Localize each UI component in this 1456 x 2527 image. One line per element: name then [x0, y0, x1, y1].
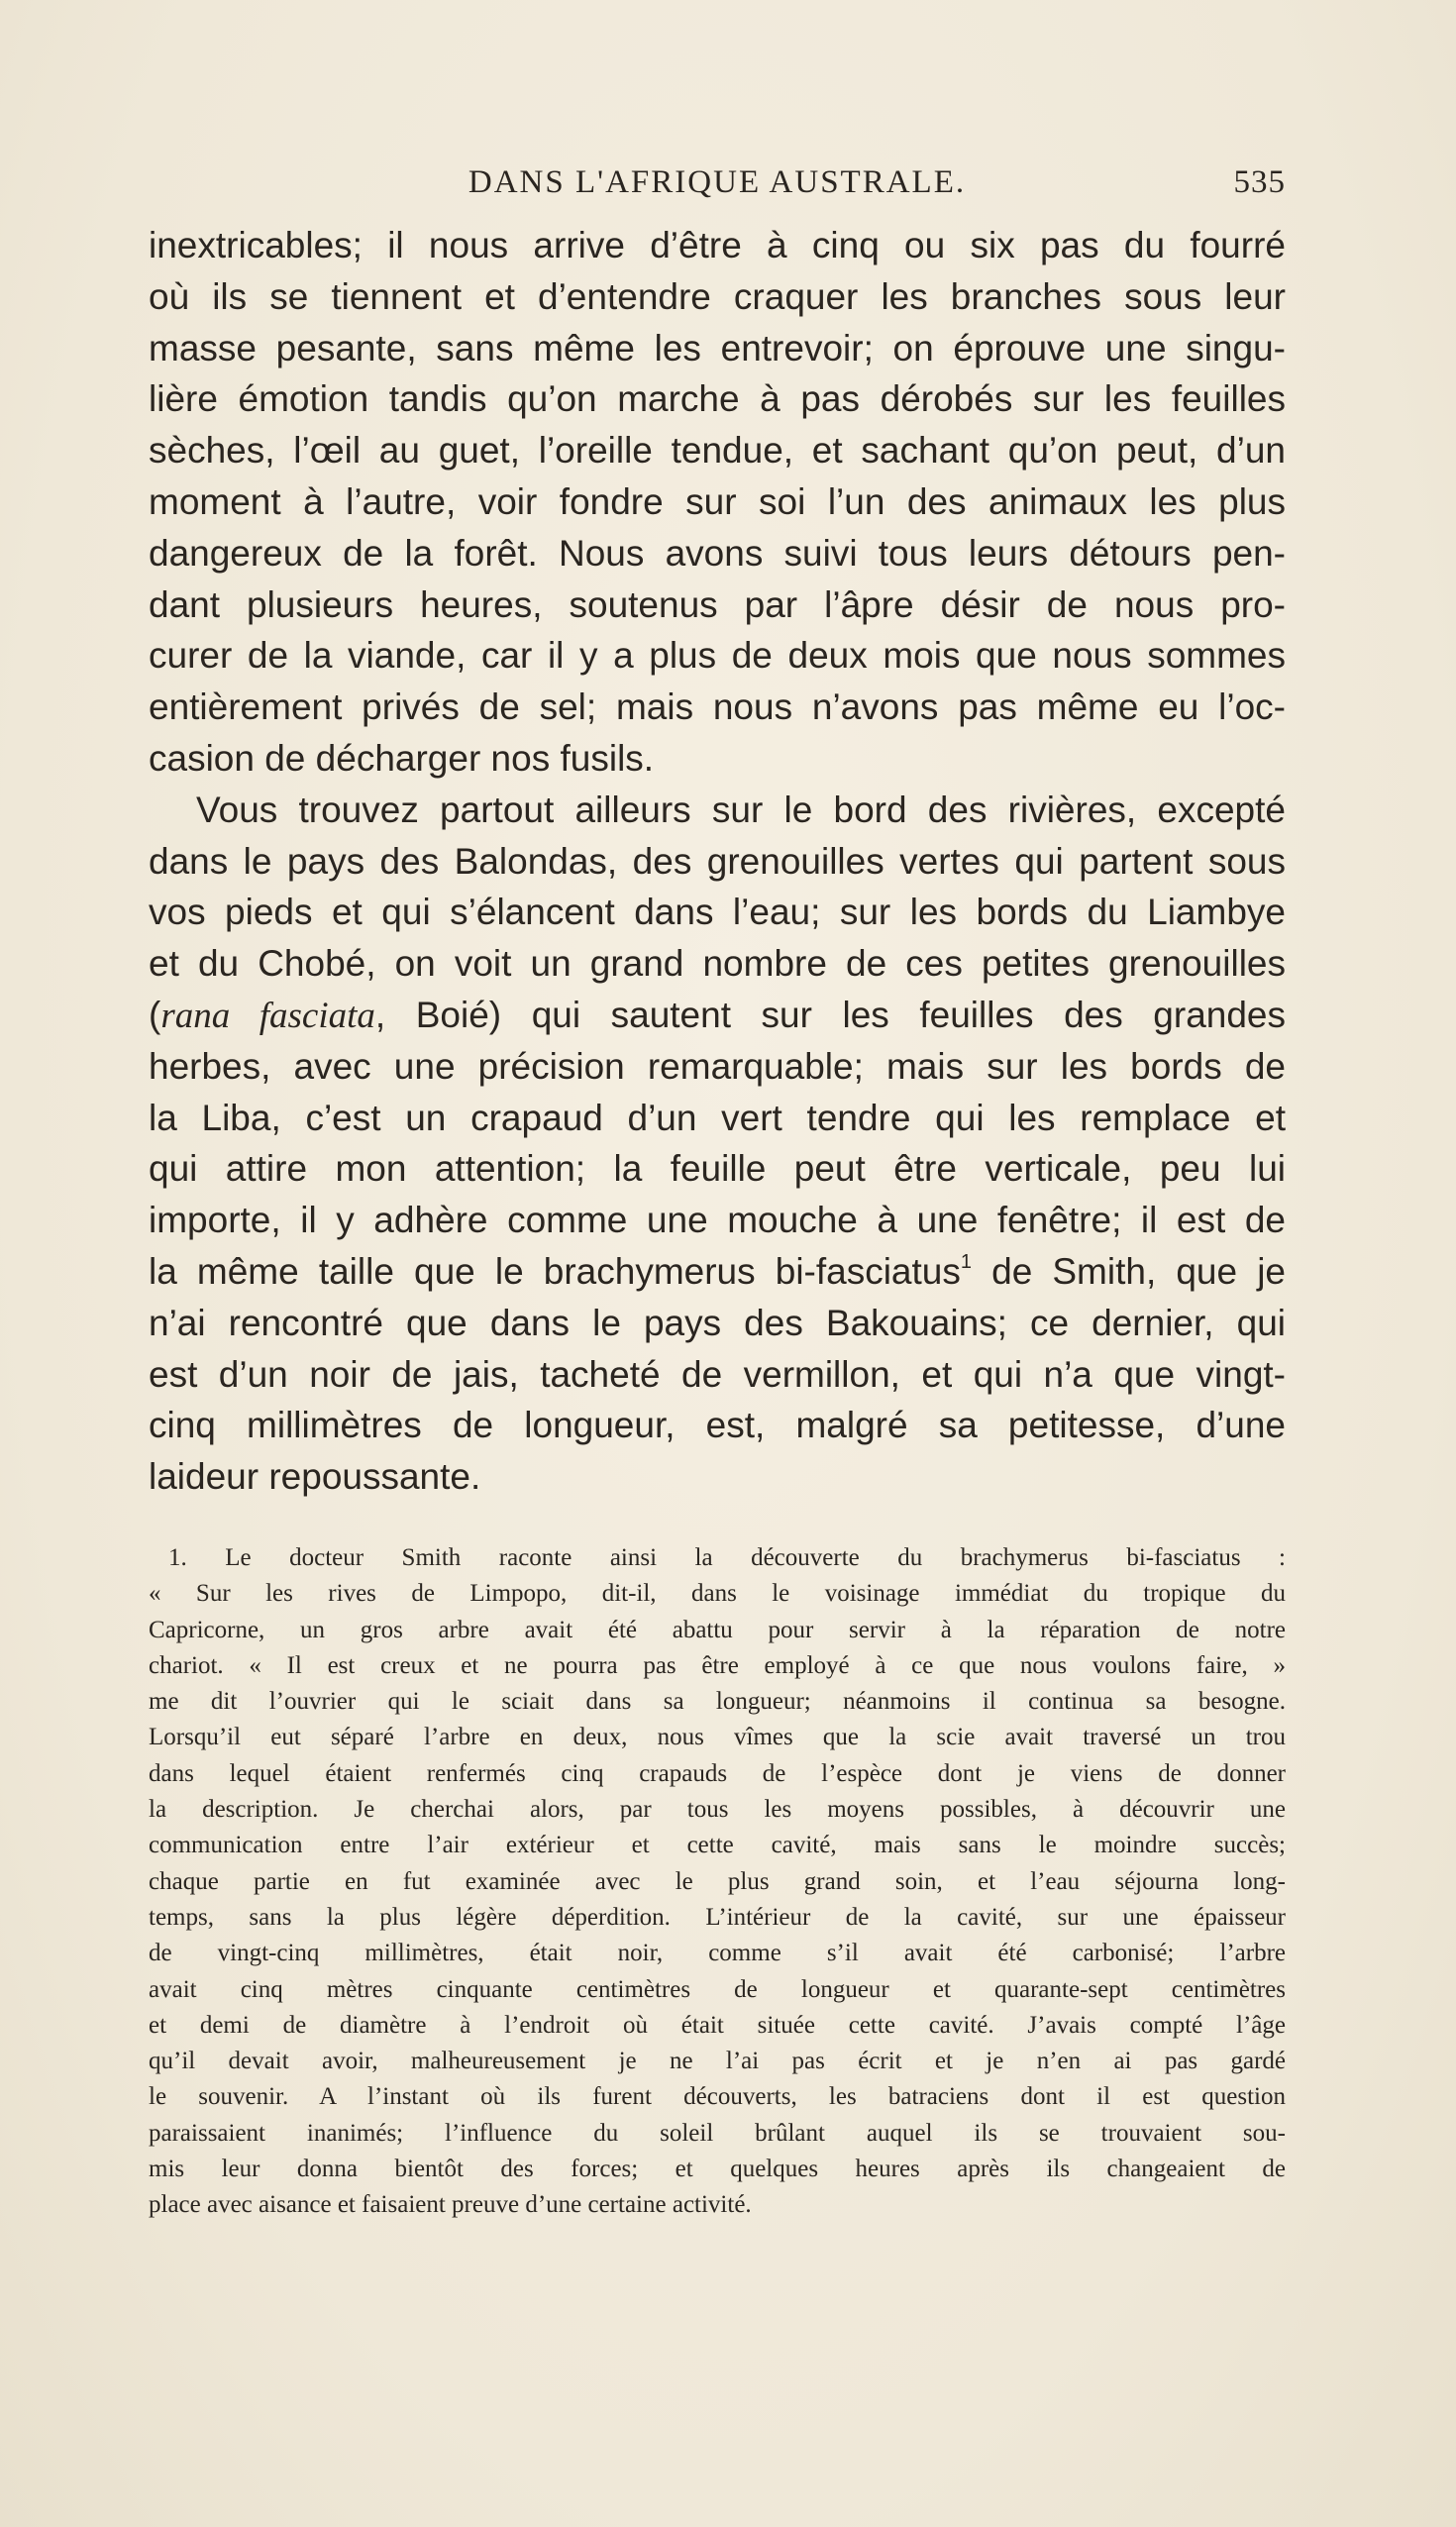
footnote-line: chaque partie en fut examinée avec le plus grand soin, et l’eau séjourna long-: [149, 1867, 1286, 1895]
text-line: est d’un noir de jais, tacheté de vermillon, et qui n’a que vingt-: [149, 1353, 1286, 1395]
footnote: [149, 1540, 1286, 2224]
page-header: [149, 164, 1286, 214]
text-line: curer de la viande, car il y a plus de deux mois que nous sommes: [149, 635, 1286, 677]
text-line: moment à l’autre, voir fondre sur soi l’un des animaux les plus: [149, 480, 1286, 522]
text-line: qui attire mon attention; la feuille peut être verticale, peu lui: [149, 1148, 1286, 1190]
text-line: importe, il y adhère comme une mouche à une fenêtre; il est de: [149, 1200, 1286, 1241]
text-line: Vous trouvez partout ailleurs sur le bord des rivières, excepté: [196, 789, 1286, 830]
text-line: dant plusieurs heures, soutenus par l’âpre désir de nous pro-: [149, 583, 1286, 625]
page-number: 535: [1233, 164, 1286, 200]
footnote-line: dans lequel étaient renfermés cinq crapauds de l’espèce dont je viens de donner: [149, 1759, 1286, 1787]
text-line: masse pesante, sans même les entrevoir; on éprouve une singu-: [149, 327, 1286, 369]
text-line: casion de décharger nos fusils.: [149, 737, 655, 779]
footnote-line: chariot. « Il est creux et ne pourra pas être employé à ce que nous voulons faire, »: [149, 1651, 1286, 1679]
footnote-line: temps, sans la plus légère déperdition. L’intérieur de la cavité, sur une épaisseur: [149, 1903, 1286, 1931]
text-segment: la même taille que le brachymerus bi-fasciatus: [149, 1250, 961, 1292]
footnote-line: me dit l’ouvrier qui le sciait dans sa longueur; néanmoins il continua sa besogne.: [149, 1688, 1286, 1716]
text-line: et du Chobé, on voit un grand nombre de ces petites grenouilles: [149, 943, 1286, 985]
footnote-line: communication entre l’air extérieur et cette cavité, mais sans le moindre succès;: [149, 1832, 1286, 1859]
text-line: cinq millimètres de longueur, est, malgré sa petitesse, d’une: [149, 1405, 1286, 1446]
text-line: entièrement privés de sel; mais nous n’avons pas même eu l’oc-: [149, 686, 1286, 728]
text-line: dangereux de la forêt. Nous avons suivi tous leurs détours pen-: [149, 532, 1286, 574]
footnote-line: Capricorne, un gros arbre avait été abattu pour servir à la réparation de notre: [149, 1616, 1286, 1643]
footnote-line: la description. Je cherchai alors, par tous les moyens possibles, à découvrir une: [149, 1796, 1286, 1824]
paren-open: (: [149, 994, 161, 1035]
footnote-line: le souvenir. A l’instant où ils furent découverts, les batraciens dont il est question: [149, 2083, 1286, 2111]
footnote-line: et demi de diamètre à l’endroit où était située cette cavité. J’avais compté l’âge: [149, 2011, 1286, 2039]
text-line: herbes, avec une précision remarquable; mais sur les bords de: [149, 1045, 1286, 1087]
text-line: où ils se tiennent et d’entendre craquer les branches sous leur: [149, 275, 1286, 317]
text-line-species: [149, 990, 1286, 1041]
text-line: sèches, l’œil au guet, l’oreille tendue, et sachant qu’on peut, d’un: [149, 430, 1286, 472]
footnote-line: avait cinq mètres cinquante centimètres de longueur et quarante-sept centimètres: [149, 1975, 1286, 2003]
footnote-line: 1. Le docteur Smith raconte ainsi la découverte du brachymerus bi-fasciatus :: [168, 1544, 1286, 1571]
text-line: vos pieds et qui s’élancent dans l’eau; sur les bords du Liambye: [149, 892, 1286, 933]
footnote-marker[interactable]: 1: [960, 1250, 972, 1273]
text-segment: de Smith, que je: [972, 1250, 1286, 1292]
text-line: laideur repoussante.: [149, 1456, 481, 1498]
text-line: inextricables; il nous arrive d’être à cinq ou six pas du fourré: [149, 225, 1286, 265]
footnote-line: qu’il devait avoir, malheureusement je ne l’ai pas écrit et je n’en ai pas gardé: [149, 2048, 1286, 2075]
main-text: [149, 220, 1286, 1503]
footnote-line: de vingt-cinq millimètres, était noir, comme s’il avait été carbonisé; l’arbre: [149, 1940, 1286, 1967]
text-line: la Liba, c’est un crapaud d’un vert tendre qui les remplace et: [149, 1097, 1286, 1138]
footnote-line: place avec aisance et faisaient preuve d’une certaine activité.: [149, 2191, 752, 2219]
text-line: n’ai rencontré que dans le pays des Bakouains; ce dernier, qui: [149, 1302, 1286, 1343]
text-line: dans le pays des Balondas, des grenouilles vertes qui partent sous: [149, 840, 1286, 882]
text-segment: , Boié) qui sautent sur les feuilles des grandes: [374, 994, 1287, 1035]
footnote-line: « Sur les rives de Limpopo, dit-il, dans le voisinage immédiat du tropique du: [149, 1580, 1286, 1608]
footnote-line: paraissaient inanimés; l’influence du soleil brûlant auquel ils se trouvaient sou-: [149, 2119, 1286, 2147]
text-line-footnote-ref: [149, 1246, 1286, 1298]
footnote-line: mis leur donna bientôt des forces; et quelques heures après ils changeaient de: [149, 2156, 1286, 2183]
running-title: DANS L'AFRIQUE AUSTRALE.: [468, 164, 967, 200]
text-line: lière émotion tandis qu’on marche à pas dérobés sur les feuilles: [149, 378, 1286, 420]
footnote-line: Lorsqu’il eut séparé l’arbre en deux, nous vîmes que la scie avait traversé un trou: [149, 1724, 1286, 1751]
species-name-italic: rana fasciata: [160, 995, 375, 1036]
